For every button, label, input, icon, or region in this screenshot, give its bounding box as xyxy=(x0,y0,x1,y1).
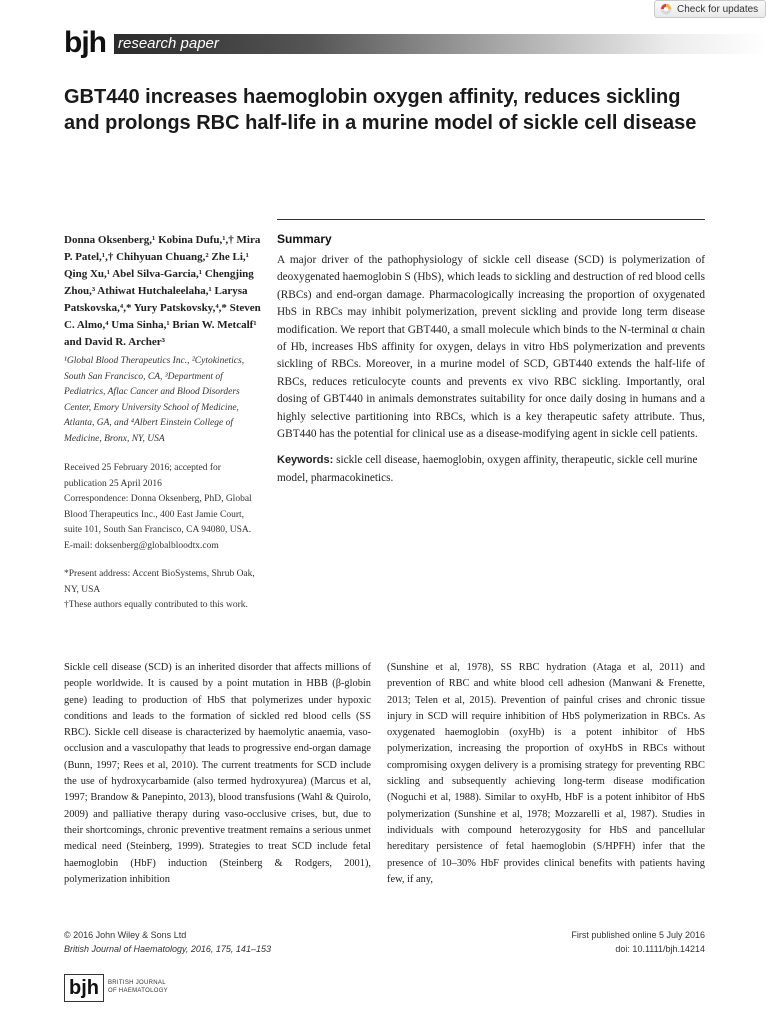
author-info-column xyxy=(64,232,262,614)
journal-header xyxy=(64,26,768,60)
present-address: *Present address: Accent BioSystems, Shrub Oak, NY, USA xyxy=(64,569,255,595)
keywords xyxy=(277,452,705,487)
author-list: Donna Oksenberg,¹ Kobina Dufu,¹,† Mira P. Patel,¹,† Chihyuan Chuang,² Zhe Li,¹ Qing Xu,¹ Abel Silva-Garcia,¹ Chengjing Zhou,³ Athiwat Hutchaleelaha,¹ Larysa Patskovska,⁴,* Yury Patskovsky,⁴,* Steven C. Almo,⁴ Uma Sinha,¹ Brian W. Metcalf¹ and David R. Archer³ xyxy=(64,234,261,348)
body-text-right-column: (Sunshine et al, 1978), SS RBC hydration (Ataga et al, 2011) and prevention of RBC and white blood cell adhesion (Manwani & Frenette, 2013; Telen et al, 2015). Prevention of painful crises and chronic tissue injury in SCD will require inhibition of HbS polymerization in RBCs. As oxygenated haemoglobin (oxyHb) is a potent inhibitor of HbS polymerization, increasing the proportion of oxyHbS in RBCs without compromising oxygen delivery is a promising strategy for preventing RBC sickling and subsequently achieving long-term disease modification (Noguchi et al, 1988). Similar to oxyHb, HbF is a potent inhibitor of HbS polymerization (Sunshine et al, 1978; Mozzarelli et al, 1987). Studies in individuals with compound heterozygosity for HbS and pancellular hereditary persistence of fetal haemoglobin (S/HPFH) infer that the presence of 10–30% HbF provides clinical benefits with patients having few, if any, xyxy=(387,662,705,885)
footer-logo-line-2: OF HAEMATOLOGY xyxy=(108,988,168,994)
published-date: First published online 5 July 2016 xyxy=(571,930,705,940)
bjh-logo: bjh xyxy=(64,26,106,59)
footer-left xyxy=(64,928,271,956)
check-for-updates-button[interactable] xyxy=(654,0,766,18)
article-title: GBT440 increases haemoglobin oxygen affinity, reduces sickling and prolongs RBC half-life in a murine model of sickle cell disease xyxy=(64,86,697,134)
journal-citation: British Journal of Haematology, 2016, 175, 141–153 xyxy=(64,944,271,954)
abstract-text: A major driver of the pathophysiology of sickle cell disease (SCD) is polymerization of deoxygenated haemoglobin S (HbS), which leads to sickling and destruction of red blood cells (RBCs) and end-organ damage. Pharmacologically increasing the proportion of oxygenated HbS in RBCs may inhibit polymerization, prevent sickling and provide long term disease modification. We report that GBT440, a small molecule which binds to the N-terminal α chain of Hb, increases HbS affinity for oxygen, delays in vitro HbS polymerization and prevents sickling of RBCs. Moreover, in a murine model of SCD, GBT440 extends the half-life of RBCs, reduces reticulocyte counts and prevents ex vivo RBC sickling. Importantly, oral dosing of GBT440 in animals demonstrates suitability for once daily dosing in humans and a highly selective partitioning into RBCs, which is a key therapeutic safety attribute. Thus, GBT440 has the potential for clinical use as a disease-modifying agent in sickle cell patients. xyxy=(277,254,705,441)
body-text-left-column: Sickle cell disease (SCD) is an inherited disorder that affects millions of people worldwide. It is caused by a point mutation in HBB (β-globin gene) leading to production of HbS that polymerizes under hypoxic conditions and leads to the formation of sickled red blood cells (SS RBC). Sickle cell disease is characterized by haemolytic anaemia, vaso-occlusion and a vasculopathy that leads to progressive end-organ damage (Bunn, 1997; Rees et al, 2010). The current treatments for SCD include the use of hydroxycarbamide (also termed hydroxyurea) (Marcus et al, 1997; Brandow & Panepinto, 2013), blood transfusions (Wahl & Quirolo, 2009) and palliative therapy during vaso-occlusive crises, but, due to their shortcomings, chronic preventive treatment remains a serious unmet medical need (Steinberg, 1999). Strategies to treat SCD include fetal haemoglobin (HbF) induction (Steinberg & Rodgers, 2001), polymerization inhibition xyxy=(64,662,371,885)
affiliations: ¹Global Blood Therapeutics Inc., ²Cytokinetics, South San Francisco, CA, ³Department of Pediatrics, Aflac Cancer and Blood Disorders Center, Emory University School of Medicine, Atlanta, GA, and ⁴Albert Einstein College of Medicine, Bronx, NY, USA xyxy=(64,356,245,444)
crossmark-icon xyxy=(660,3,672,15)
keywords-label: Keywords: xyxy=(277,454,334,467)
footer-logo-text xyxy=(108,979,168,995)
copyright: © 2016 John Wiley & Sons Ltd xyxy=(64,930,187,940)
equal-contribution-note: †These authors equally contributed to this work. xyxy=(64,600,248,610)
doi-link[interactable]: doi: 10.1111/bjh.14214 xyxy=(615,944,705,954)
email-link[interactable]: E-mail: doksenberg@globalbloodtx.com xyxy=(64,540,219,551)
article-type-label: research paper xyxy=(118,35,219,52)
footer-logo-line-1: BRITISH JOURNAL xyxy=(108,980,166,986)
footer-bjh-logo: bjh xyxy=(64,974,104,1002)
article-info xyxy=(64,461,262,614)
keywords-text: sickle cell disease, haemoglobin, oxygen affinity, therapeutic, sickle cell murine model, pharmacokinetics. xyxy=(277,454,698,484)
footer-journal-logo xyxy=(64,974,184,1004)
summary-heading: Summary xyxy=(277,232,332,246)
received-date: Received 25 February 2016; accepted for publication 25 April 2016 xyxy=(64,463,221,489)
header-strip xyxy=(114,34,768,54)
check-for-updates-label: Check for updates xyxy=(677,3,759,15)
footer-right xyxy=(571,928,705,956)
correspondence: Correspondence: Donna Oksenberg, PhD, Global Blood Therapeutics Inc., 400 East Jamie Court, suite 101, South San Francisco, CA 94080, USA. xyxy=(64,494,252,535)
summary-column xyxy=(277,219,705,487)
